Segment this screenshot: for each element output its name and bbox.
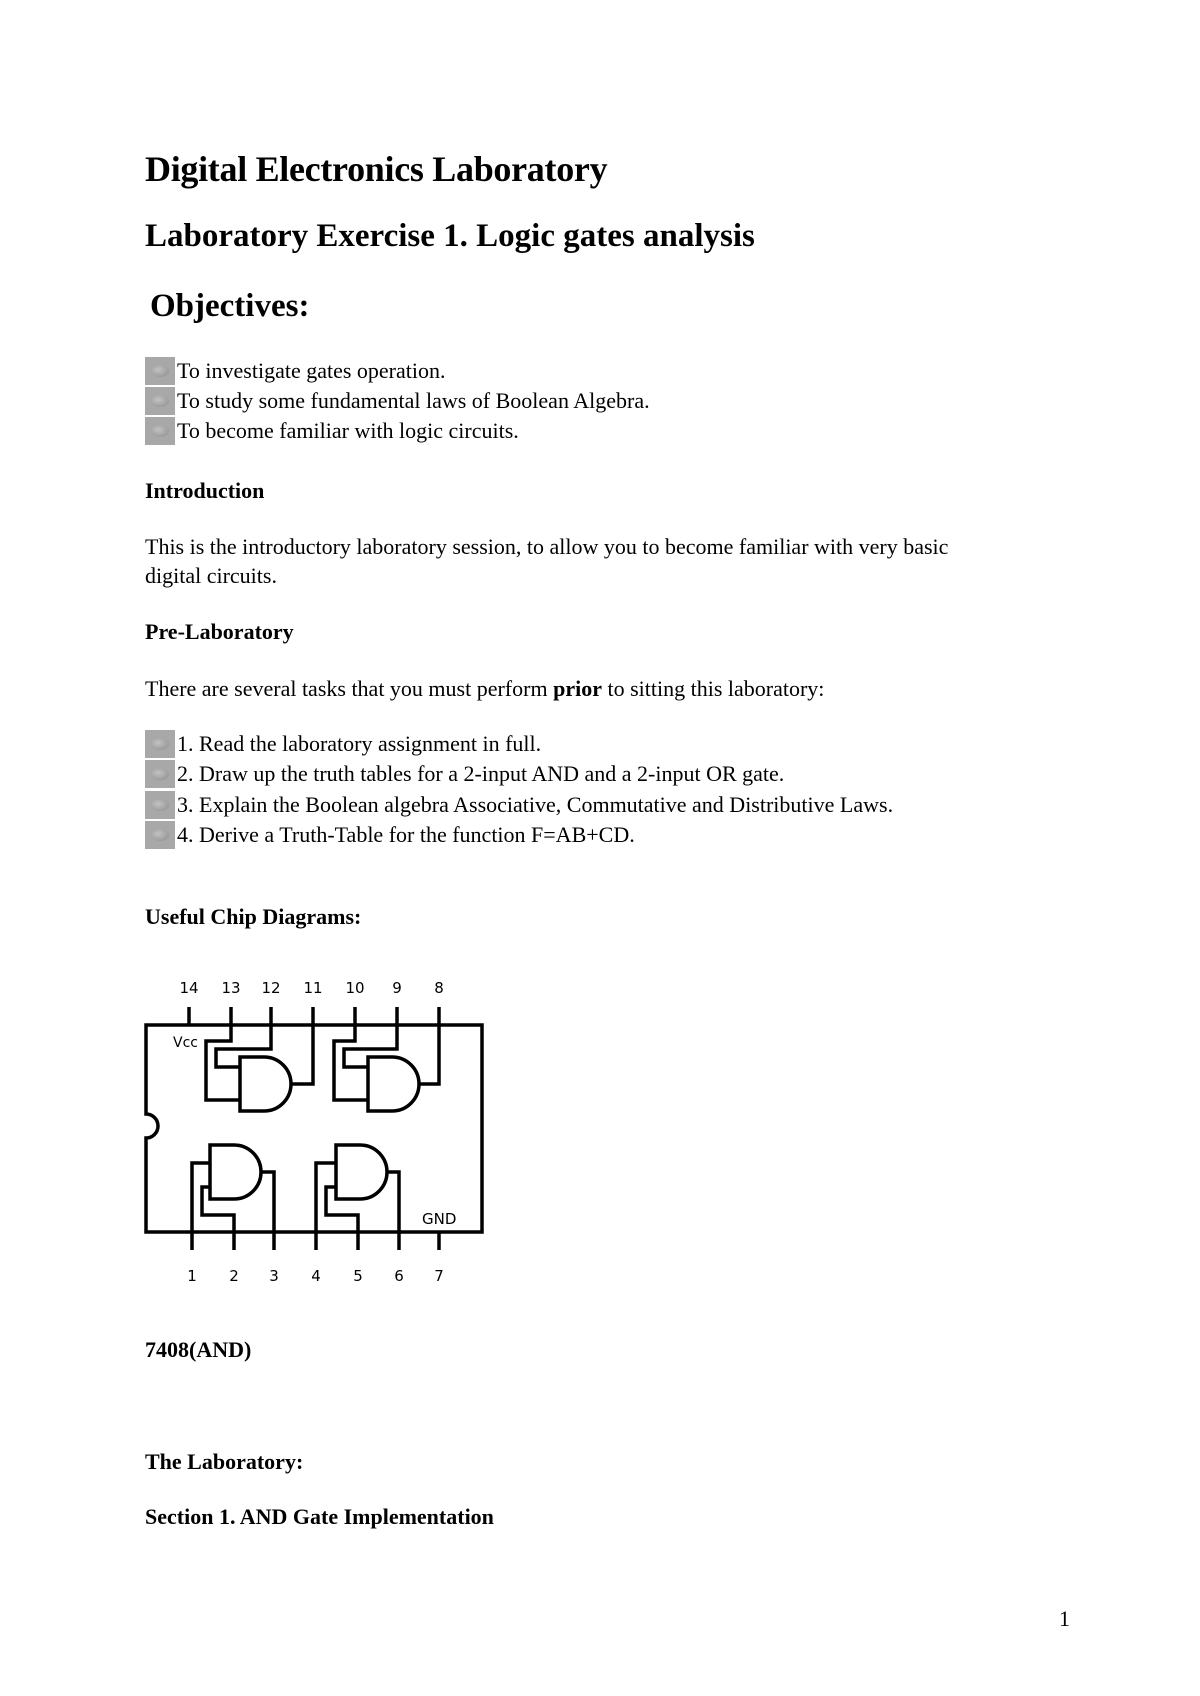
task-item [145, 790, 893, 819]
page-number: 1 [1059, 1606, 1070, 1631]
top-pin-label: 14 [179, 979, 199, 997]
bullet-icon [145, 791, 175, 819]
bottom-pin-label: 3 [269, 1267, 279, 1285]
gate-wire [419, 1025, 439, 1084]
document-title: Digital Electronics Laboratory [145, 149, 608, 189]
objective-item [145, 416, 519, 445]
top-pin-label: 11 [303, 979, 323, 997]
and-gate-symbol [336, 1145, 387, 1199]
introduction-line-1: This is the introductory laboratory session, to allow you to become familiar with very basic [145, 534, 949, 559]
bottom-pin-label: 6 [394, 1267, 404, 1285]
gate-wire [334, 1025, 368, 1100]
gate-wire [387, 1172, 399, 1232]
chip-diagrams-heading: Useful Chip Diagrams: [145, 904, 362, 929]
top-pin-label: 13 [221, 979, 241, 997]
bullet-icon [145, 821, 175, 849]
bullet-icon [145, 760, 175, 788]
vcc-label: Vcc [173, 1035, 198, 1051]
bullet-icon [145, 357, 175, 385]
gate-wire [326, 1187, 358, 1232]
objective-text: To investigate gates operation. [177, 357, 446, 383]
gate-wire [202, 1187, 234, 1232]
bottom-pin-label: 1 [187, 1267, 197, 1285]
introduction-heading: Introduction [145, 478, 265, 503]
prelab-heading: Pre-Laboratory [145, 619, 294, 644]
bullet-icon [145, 730, 175, 758]
bottom-pin-label: 4 [311, 1267, 321, 1285]
task-item [145, 729, 541, 758]
objectives-heading: Objectives: [150, 288, 310, 324]
task-text: 1. Read the laboratory assignment in full. [177, 730, 542, 756]
introduction-line-2: digital circuits. [145, 563, 277, 588]
exercise-title: Laboratory Exercise 1. Logic gates analysis [145, 218, 755, 254]
bullet-icon [145, 387, 175, 415]
bullet-icon [145, 417, 175, 445]
top-pin-label: 8 [434, 979, 444, 997]
prelab-intro-before: There are several tasks that you must perform [145, 676, 554, 701]
bottom-pin-label: 7 [434, 1267, 444, 1285]
section-1-heading: Section 1. AND Gate Implementation [145, 1504, 494, 1529]
objective-text: To study some fundamental laws of Boolean Algebra. [177, 387, 650, 413]
gate-wire [216, 1025, 271, 1067]
prelab-intro-after: to sitting this laboratory: [601, 676, 825, 701]
gate-wire [261, 1172, 274, 1232]
and-gate-symbol [240, 1057, 291, 1111]
gate-wire [206, 1025, 240, 1100]
objective-item [145, 386, 650, 415]
and-gate-symbol [368, 1057, 419, 1111]
bottom-pin-label: 2 [229, 1267, 239, 1285]
task-text: 4. Derive a Truth-Table for the function F=AB+CD. [177, 821, 635, 847]
objective-text: To become familiar with logic circuits. [177, 417, 519, 443]
top-pin-label: 10 [345, 979, 365, 997]
prelab-intro [145, 674, 824, 703]
gate-wire [291, 1025, 313, 1084]
prelab-intro-bold: prior [553, 676, 602, 701]
and-gate-symbol [210, 1145, 261, 1199]
top-pin-label: 12 [261, 979, 281, 997]
chip-caption: 7408(AND) [145, 1337, 252, 1362]
task-text: 2. Draw up the truth tables for a 2-input AND and a 2-input OR gate. [177, 760, 785, 786]
gate-wire [344, 1025, 397, 1067]
task-item [145, 820, 635, 849]
chip-7408-diagram [140, 955, 500, 1305]
task-item [145, 759, 784, 788]
bottom-pin-label: 5 [353, 1267, 363, 1285]
laboratory-heading: The Laboratory: [145, 1449, 304, 1474]
top-pin-label: 9 [392, 979, 402, 997]
task-text: 3. Explain the Boolean algebra Associative, Commutative and Distributive Laws. [177, 791, 894, 817]
gnd-label: GND [422, 1210, 457, 1228]
objective-item [145, 356, 446, 385]
